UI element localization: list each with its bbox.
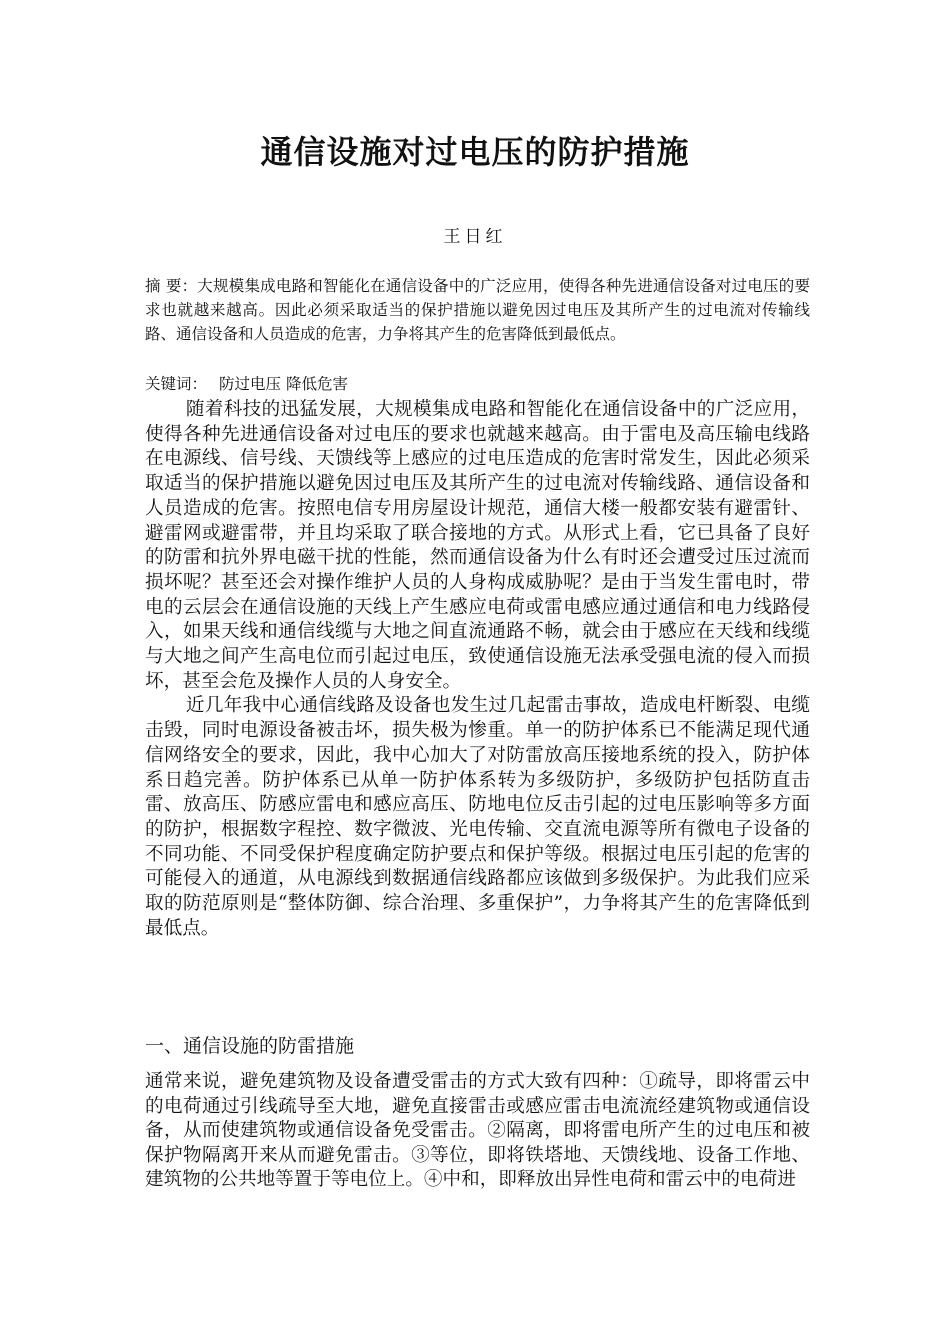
keywords-value: 防过电压 降低危害 bbox=[219, 375, 348, 393]
body-text bbox=[145, 398, 810, 941]
keywords-label: 关键词： bbox=[145, 375, 208, 393]
section-heading: 一、通信设施的防雷措施 bbox=[145, 1035, 355, 1057]
keywords-line bbox=[145, 372, 810, 396]
document-title: 通信设施对过电压的防护措施 bbox=[260, 133, 690, 171]
author-name: 王日红 bbox=[443, 227, 507, 247]
section-paragraph: 通常来说，避免建筑物及设备遭受雷击的方式大致有四种：①疏导，即将雷云中的电荷通过引线疏导至大地，避免直接雷击或感应雷击电流流经建筑物或通信设备，从而使建筑物或通信设备免受雷击。②隔离，即将雷电所产生的过电压和被保护物隔离开来从而避免雷击。③等位，即将铁塔地、天馈线地、设备工作地、建筑物的公共地等置于等电位上。④中和，即释放出异性电荷和雷云中的电荷进 bbox=[145, 1071, 810, 1191]
body-paragraph-2: 近几年我中心通信线路及设备也发生过几起雷击事故，造成电杆断裂、电缆击毁，同时电源设备被击坏，损失极为惨重。单一的防护体系已不能满足现代通信网络安全的要求，因此，我中心加大了对防雷放高压接地系统的投入，防护体系日趋完善。防护体系已从单一防护体系转为多级防护，多级防护包括防直击雷、放高压、防感应雷电和感应高压、防地电位反击引起的过电压影响等多方面的防护，根据数字程控、数字微波、光电传输、交直流电源等所有微电子设备的不同功能、不同受保护程度确定防护要点和保护等级。根据过电压引起的危害的可能侵入的通道，从电源线到数据通信线路都应该做到多级保护。为此我们应采取的防范原则是“整体防御、综合治理、多重保护”，力争将其产生的危害降低到最低点。 bbox=[145, 695, 810, 939]
abstract: 摘 要：大规模集成电路和智能化在通信设备中的广泛应用，使得各种先进通信设备对过电压的要求也就越来越高。因此必须采取适当的保护措施以避免因过电压及其所产生的过电流对传输线路、通信设备和人员造成的危害，力争将其产生的危害降低到最低点。 bbox=[145, 277, 810, 343]
body-paragraph-1: 随着科技的迅猛发展，大规模集成电路和智能化在通信设备中的广泛应用，使得各种先进通信设备对过电压的要求也就越来越高。由于雷电及高压输电线路在电源线、信号线、天馈线等上感应的过电压造成的危害时常发生，因此必须采取适当的保护措施以避免因过电压及其所产生的过电流对传输线路、通信设备和人员造成的危害。按照电信专用房屋设计规范，通信大楼一般都安装有避雷针、避雷网或避雷带，并且均采取了联合接地的方式。从形式上看，它已具备了良好的防雷和抗外界电磁干扰的性能，然而通信设备为什么有时还会遭受过压过流而损坏呢？甚至还会对操作维护人员的人身构成威胁呢？是由于当发生雷电时，带电的云层会在通信设施的天线上产生感应电荷或雷电感应通过通信和电力线路侵入，如果天线和通信线缆与大地之间直流通路不畅，就会由于感应在天线和线缆与大地之间产生高电位而引起过电压，致使通信设施无法承受强电流的侵入而损坏，甚至会危及操作人员的人身安全。 bbox=[145, 399, 810, 692]
